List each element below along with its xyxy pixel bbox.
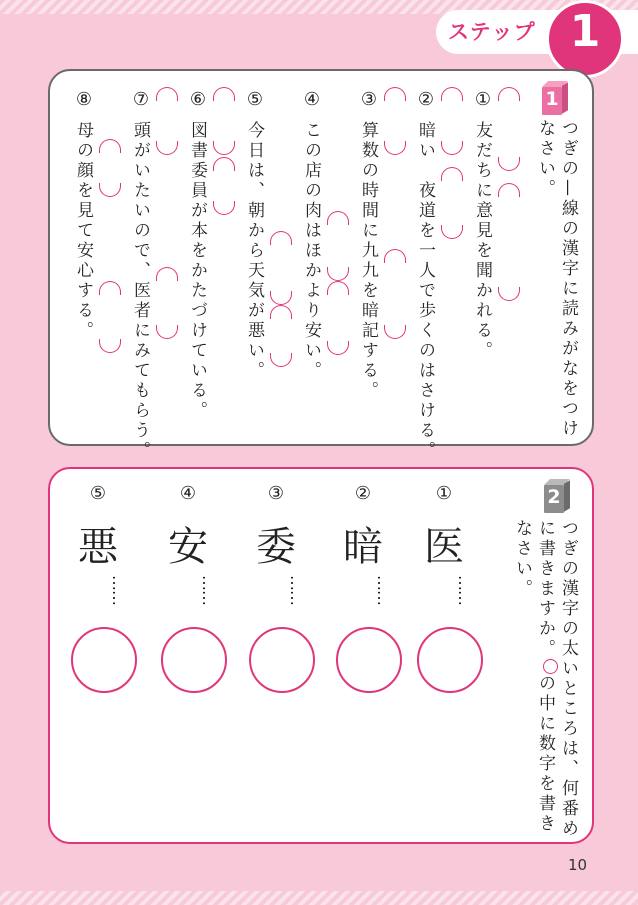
answer-bracket-bottom[interactable] bbox=[156, 141, 178, 155]
step-number: 1 bbox=[569, 6, 601, 57]
item-number: ② bbox=[417, 89, 435, 110]
answer-bracket-bottom[interactable] bbox=[498, 157, 520, 171]
circle-mark-icon bbox=[543, 659, 558, 674]
item-number: ⑦ bbox=[132, 89, 150, 110]
dotted-leader: …… bbox=[287, 575, 306, 605]
item-number: ① bbox=[474, 89, 492, 110]
reading-exercise-panel bbox=[48, 69, 594, 461]
answer-circle[interactable] bbox=[417, 627, 483, 693]
answer-bracket-bottom[interactable] bbox=[441, 141, 463, 155]
answer-bracket-bottom[interactable] bbox=[384, 141, 406, 155]
answer-bracket-top[interactable] bbox=[384, 87, 406, 101]
dotted-leader: …… bbox=[374, 575, 393, 605]
answer-bracket-top[interactable] bbox=[327, 211, 349, 225]
answer-bracket-bottom[interactable] bbox=[99, 339, 121, 353]
answer-circle[interactable] bbox=[71, 627, 137, 693]
answer-bracket-bottom[interactable] bbox=[270, 353, 292, 367]
answer-circle[interactable] bbox=[249, 627, 315, 693]
kanji-character: 安 bbox=[168, 524, 208, 570]
kanji-character: 悪 bbox=[78, 524, 118, 570]
answer-bracket-top[interactable] bbox=[270, 305, 292, 319]
answer-bracket-top[interactable] bbox=[213, 157, 235, 171]
answer-bracket-bottom[interactable] bbox=[498, 287, 520, 301]
answer-bracket-bottom[interactable] bbox=[99, 183, 121, 197]
item-number: ③ bbox=[267, 483, 285, 504]
answer-bracket-top[interactable] bbox=[213, 87, 235, 101]
answer-bracket-top[interactable] bbox=[327, 281, 349, 295]
instruction-line-1: つぎの漢字の太いところは、何番め bbox=[558, 519, 578, 839]
answer-bracket-top[interactable] bbox=[498, 183, 520, 197]
item-number: ① bbox=[435, 483, 453, 504]
dotted-leader: …… bbox=[455, 575, 474, 605]
item-number: ④ bbox=[303, 89, 321, 110]
dotted-leader: …… bbox=[199, 575, 218, 605]
answer-bracket-bottom[interactable] bbox=[156, 325, 178, 339]
step-label: ステップ bbox=[448, 20, 536, 44]
dotted-leader: …… bbox=[109, 575, 128, 605]
answer-bracket-top[interactable] bbox=[384, 249, 406, 263]
answer-circle[interactable] bbox=[336, 627, 402, 693]
item-number: ⑤ bbox=[246, 89, 264, 110]
item-sentence: 頭がいたいので、医者にみてもらう。 bbox=[130, 121, 150, 461]
answer-bracket-bottom[interactable] bbox=[213, 141, 235, 155]
item-number: ③ bbox=[360, 89, 378, 110]
answer-bracket-top[interactable] bbox=[156, 267, 178, 281]
answer-bracket-top[interactable] bbox=[270, 231, 292, 245]
answer-bracket-top[interactable] bbox=[498, 87, 520, 101]
page-number: 10 bbox=[568, 856, 588, 874]
bottom-stripe bbox=[0, 891, 638, 905]
instruction-line-1: つぎの—線の漢字に読みがなをつけ bbox=[558, 119, 578, 439]
answer-bracket-bottom[interactable] bbox=[384, 325, 406, 339]
kanji-character: 暗 bbox=[343, 524, 383, 570]
answer-bracket-top[interactable] bbox=[441, 167, 463, 181]
instruction-part: に書きますか。 bbox=[535, 519, 555, 659]
answer-bracket-bottom[interactable] bbox=[441, 225, 463, 239]
kanji-character: 委 bbox=[256, 524, 296, 570]
answer-bracket-top[interactable] bbox=[156, 87, 178, 101]
item-number: ④ bbox=[179, 483, 197, 504]
item-sentence: 算数の時間に九九を暗記する。 bbox=[358, 121, 378, 401]
section-number: 2 bbox=[547, 486, 561, 508]
instruction-line-2 bbox=[536, 519, 558, 834]
item-number: ② bbox=[354, 483, 372, 504]
item-sentence: 友だちに意見を聞かれる。 bbox=[472, 121, 492, 361]
item-number: ⑥ bbox=[189, 89, 207, 110]
item-number: ⑧ bbox=[75, 89, 93, 110]
answer-circle[interactable] bbox=[161, 627, 227, 693]
instruction-part: の中に数字を書き bbox=[535, 674, 555, 834]
answer-bracket-bottom[interactable] bbox=[327, 341, 349, 355]
item-sentence: 暗い 夜道を一人で歩くのはさける。 bbox=[415, 121, 435, 461]
answer-bracket-bottom[interactable] bbox=[327, 267, 349, 281]
kanji-character: 医 bbox=[424, 524, 464, 570]
answer-bracket-top[interactable] bbox=[99, 139, 121, 153]
book-number-icon bbox=[542, 81, 568, 115]
item-sentence: 母の顔を見て安心する。 bbox=[73, 121, 93, 341]
item-sentence: 図書委員が本をかたづけている。 bbox=[187, 121, 207, 421]
answer-bracket-bottom[interactable] bbox=[270, 291, 292, 305]
instruction-line-2: なさい。 bbox=[535, 119, 555, 199]
item-sentence: 今日は、朝から天気が悪い。 bbox=[244, 121, 264, 381]
answer-bracket-top[interactable] bbox=[441, 87, 463, 101]
item-sentence: この店の肉はほかより安い。 bbox=[301, 121, 321, 381]
book-number-icon bbox=[544, 479, 570, 513]
answer-bracket-top[interactable] bbox=[99, 281, 121, 295]
answer-bracket-bottom[interactable] bbox=[213, 201, 235, 215]
instruction-line-3: なさい。 bbox=[512, 519, 532, 599]
section-number: 1 bbox=[545, 88, 559, 110]
stroke-order-panel bbox=[48, 467, 594, 844]
item-number: ⑤ bbox=[89, 483, 107, 504]
